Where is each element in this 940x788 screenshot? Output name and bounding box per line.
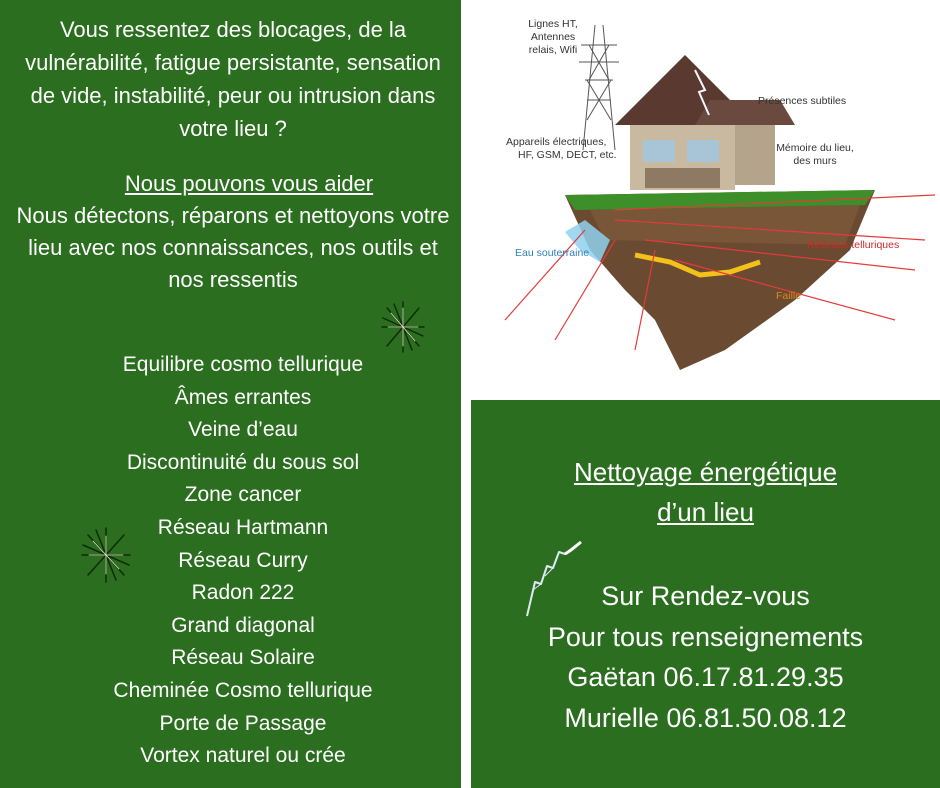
label-eau: Eau souterraine xyxy=(515,247,590,259)
house xyxy=(615,55,795,190)
label-memoire: Mémoire du lieu, xyxy=(776,142,854,154)
contact-line: Pour tous renseignements xyxy=(547,621,864,652)
list-item: Réseau Curry xyxy=(178,548,308,572)
contact-line: Gaëtan 06.17.81.29.35 xyxy=(567,662,844,692)
help-body: Nous détectons, réparons et nettoyons votre lieu avec nos connaissances, nos outils et nos ressentis xyxy=(16,203,450,292)
label-appareils: Appareils électriques, xyxy=(506,136,607,148)
label-relais: relais, Wifi xyxy=(528,44,578,56)
list-item: Porte de Passage xyxy=(159,711,327,735)
label-reseaux: Réseaux telluriques xyxy=(807,239,900,251)
list-item: Radon 222 xyxy=(191,581,295,605)
list-item: Discontinuité du sous sol xyxy=(126,450,360,474)
list-item: Vortex naturel ou crée xyxy=(140,744,346,768)
list-item: Réseau Hartmann xyxy=(157,515,329,539)
label-hf: HF, GSM, DECT, etc. xyxy=(518,149,617,161)
help-title: Nous pouvons vous aider xyxy=(124,171,374,196)
left-panel xyxy=(0,0,461,788)
service-title-line: Nettoyage énergétique xyxy=(573,457,838,487)
house-illustration xyxy=(495,0,940,395)
contact-lines xyxy=(471,576,940,738)
list-item: Âmes errantes xyxy=(174,385,312,409)
label-murs: des murs xyxy=(793,155,837,167)
label-lignes-ht: Lignes HT, xyxy=(528,18,578,30)
list-item: Veine d’eau xyxy=(188,418,298,442)
list-item: Réseau Solaire xyxy=(171,646,315,670)
contact-line: Murielle 06.81.50.08.12 xyxy=(564,702,847,733)
list-item: Equilibre cosmo tellurique xyxy=(122,353,364,376)
list-item: Grand diagonal xyxy=(171,613,315,637)
label-faille: Faille xyxy=(776,290,802,302)
sparkle-icon xyxy=(380,300,426,354)
list-item: Zone cancer xyxy=(184,483,302,507)
service-title-line: d’un lieu xyxy=(657,497,754,527)
service-title xyxy=(471,452,940,532)
list-item: Cheminée Cosmo tellurique xyxy=(113,678,373,702)
intro-text: Vous ressentez des blocages, de la vulnérabilité, fatigue persistante, sensation de vide, instabilité, peur ou intrusion dans votre lieu ? xyxy=(25,17,441,141)
contact-line: Sur Rendez-vous xyxy=(601,581,810,611)
label-antennes: Antennes xyxy=(530,31,576,43)
label-presences: Présences subtiles xyxy=(758,95,847,107)
sparkle-icon xyxy=(80,526,132,584)
right-panel xyxy=(471,400,940,788)
